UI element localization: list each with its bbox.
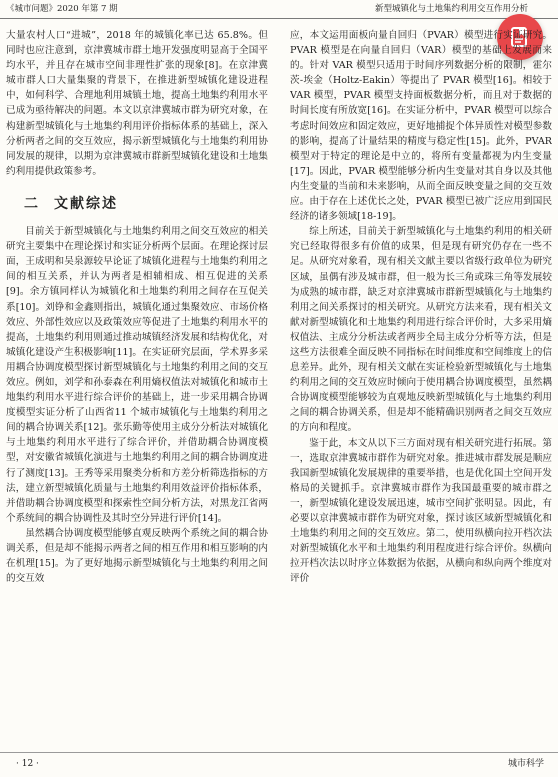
page-number: · 12 · [16,759,39,769]
section-number: 二 [24,195,40,212]
paragraph: 虽然耦合协调度模型能够直观反映两个系统之间的耦合协调关系，但是却不能揭示两者之间的相互作用和相互影响的内在机理[15]。为了更好地揭示新型城镇化与土地集约利用之间的交互效 [6,527,268,585]
left-column [6,28,268,746]
running-header [0,0,558,19]
paragraph: 目前关于新型城镇化与土地集约利用之间交互效应的相关研究主要集中在理论探讨和实证分析两个层面。在理论探讨层面，王成明和吴泉源较早论证了城镇化进程与土地集约利用之间的相互关系，并认为两者是相辅相成、相互促进的关系[9]。余方镇同样认为城镇化和土地集约利用之间存在互促关系[10]。刘铮和金鑫则指出，城镇化通过集聚效应、市场价格效应、外部性效应以及政策效应等促进了土地集约利用水平的提高，土地集约利用则通过推动城镇经济发展和结构优化，对城镇化建设产生积极影响[11]。在实证研究层面，学术界多采用耦合协调度模型探讨新型城镇化与土地集约利用之间的交互效应。例如，刘学和孙泰森在利用熵权值法对城镇化和城市土地集约利用水平进行综合评价的基础上，进一步采用耦合协调度模型实证分析了山西省11 个城市城镇化与土地集约利用之间的耦合协调关系[12]。张乐勤等使用主成分分析法对城镇化与土地集约利用水平进行了综合评价，并借助耦合协调度模型，对安徽省城镇化演进与土地集约利用之间的耦合协调度进行了测度[13]。王秀等采用聚类分析和方差分析筛选指标的方法，建立新型城镇化质量与土地集约利用效益评价指标体系，并借助耦合协调度模型和探索性空间分析方法，对黑龙江省两个系统间的耦合协调性及其时空分异进行评价[14]。 [6,226,268,524]
section-title: 文献综述 [54,195,118,212]
article-running-title: 新型城镇化与土地集约利用交互作用分析 [374,4,528,14]
section-heading [6,197,268,212]
right-column [290,28,552,746]
paragraph: 综上所述，目前关于新型城镇化与土地集约利用的相关研究已经取得很多有价值的成果，但是现有研究仍存在一些不足。从研究对象看，现有相关文献主要以省级行政单位为研究区域，虽偶有涉及城市群，但一般为长三角或珠三角等发展较为成熟的城市群，缺乏对京津冀城市群新型城镇化与土地集约利用之间关系探讨的相关研究。从研究方法来看，现有相关文献对新型城镇化和土地集约利用进行综合评价时，大多采用熵权值法、主成分分析法或者两步全局主成分分析等方法，但是这些方法很难全面反映不同指标在时间维度和空间维度上的信息差异。此外，现有相关文献在实证检验新型城镇化与土地集约利用之间的交互效应时倾向于使用耦合协调度模型，虽然耦合协调度模型能够较为直观地反映新型城镇化与土地集约利用之间的耦合协调关系，但是却不能精确识别两者之间交互效应的方向和程度。 [290,226,552,434]
paragraph: 鉴于此，本文从以下三方面对现有相关研究进行拓展。第一，选取京津冀城市群作为研究对象。推进城市群发展是顺应我国新型城镇化发展规律的重要举措，也是优化国土空间开发格局的关键抓手。京津冀城市群作为我国最重要的城市群之一，新型城镇化建设发展迅速，城市空间扩张明显。因此，有必要以京津冀城市群作为研究对象，探讨该区域新型城镇化和土地集约利用之间的交互效应。第二，使用纵横向拉开档次法对新型城镇化水平和土地集约利用程度进行综合评价。纵横向拉开档次法以时序立体数据为依据，从横向和纵向两个维度对评价 [290,437,552,585]
paragraph: 大量农村人口“进城”，2018 年的城镇化率已达 65.8%。但同时也应注意到，京津冀城市群土地开发强度明显高于全国平均水平，并且存在城市空间非理性扩张的现象[8]。在京津冀城市群人口大量集聚的背景下，在推进新型城镇化建设进程中，如何科学、合理地利用城镇土地，提高土地集约利用水平已成为亟待解决的问题。本文以京津冀城市群为研究对象，在构建新型城镇化与土地集约利用评价指标体系的基础上，深入分析两者之间的交互效应，揭示新型城镇化与土地集约利用协同发展的规律，以期为京津冀城市群新型城镇化建设和土地集约利用提供政策参考。 [6,30,268,177]
journal-name: 城市科学 [507,759,544,769]
page-footer [0,752,558,775]
journal-issue: 《城市问题》2020 年第 7 期 [6,4,118,14]
paragraph: 应，本文运用面板向量自回归（PVAR）模型进行实证研究。PVAR 模型是在向量自回归（VAR）模型的基础上发展而来的。针对 VAR 模型只适用于时间序列数据分析的限制，霍尔茨-埃金（Holtz-Eakin）等提出了 PVAR 模型[16]。相较于 VAR 模型，PVAR 模型支持面板数据分析，而且对于数据的时间长度有所放宽[16]。在实证分析中，PVAR 模型可以综合考虑时间效应和固定效应，更好地捕捉个体异质性对模型参数的影响，提高了计量结果的精度与稳定性[15]。此外，PVAR 模型对于特定的理论是中立的，将所有变量都视为内生变量[17]。因此，PVAR 模型能够分析内生变量对其自身以及其他内生变量的当前和未来影响，从而全面反映变量之间的交互效应。由于存在上述优长之处，PVAR 模型已被广泛应用到国民经济的诸多领域[18-19]。 [290,30,552,223]
